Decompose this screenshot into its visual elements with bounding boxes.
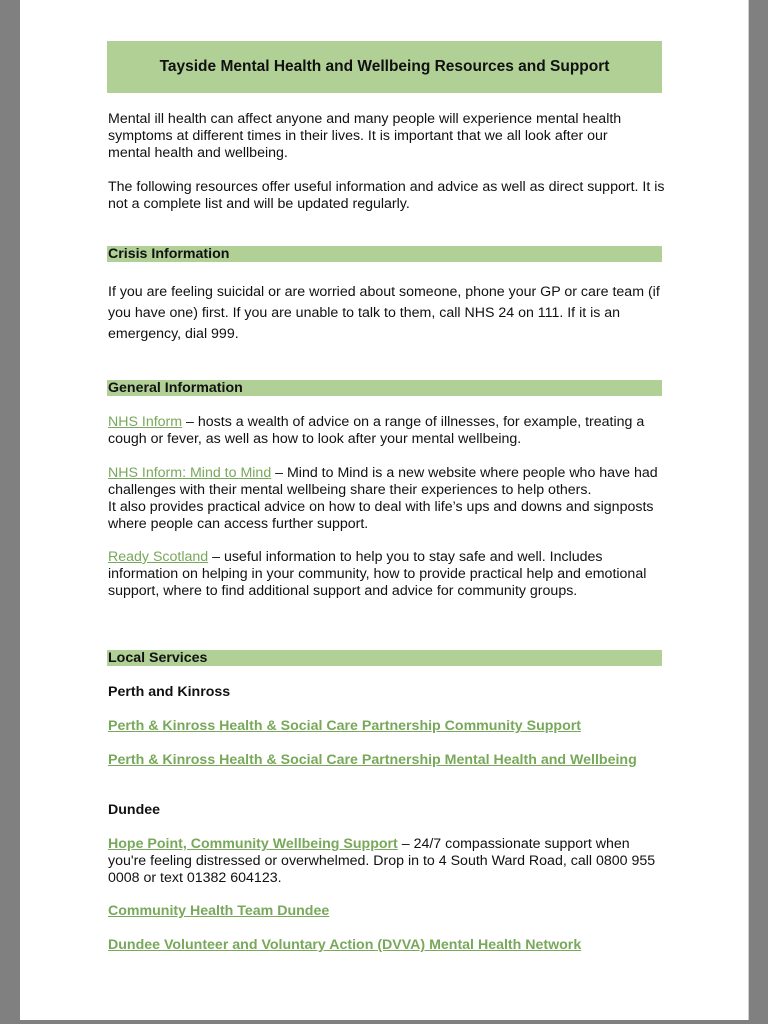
title-text: Tayside Mental Health and Wellbeing Resources and Support	[159, 58, 610, 75]
general-item	[108, 414, 664, 448]
subheading-dundee: Dundee	[108, 802, 161, 818]
item-description: – Mind to Mind is a new website where people who have had challenges with their mental wellbeing share their experiences to help others.	[108, 465, 658, 498]
hope-point-description: – 24/7 compassionate support when you're feeling distressed or overwhelmed. Drop in to 4 South Ward Road, call 0800 955 0008 or text 01382 604123.	[108, 836, 656, 886]
document-title	[107, 41, 662, 93]
hope-point-item	[108, 836, 664, 887]
item-description-continued: It also provides practical advice on how to deal with life’s ups and downs and signposts where people can access further support.	[108, 499, 654, 532]
section-heading-local: Local Services	[107, 650, 662, 666]
general-item	[108, 549, 653, 600]
community-health-team-link[interactable]: Community Health Team Dundee	[108, 903, 330, 919]
general-item	[108, 465, 668, 533]
mind-to-mind-link[interactable]: NHS Inform: Mind to Mind	[108, 465, 272, 481]
perth-community-support-link[interactable]: Perth & Kinross Health & Social Care Partnership Community Support	[108, 718, 582, 734]
item-description: – useful information to help you to stay safe and well. Includes information on helping in your community, how to provide practical help and emotional support, where to find additional support and advice for community groups.	[108, 549, 647, 599]
nhs-inform-link[interactable]: NHS Inform	[108, 414, 183, 430]
subheading-perth: Perth and Kinross	[108, 684, 231, 700]
intro-paragraph-2: The following resources offer useful information and advice as well as direct support. It is not a complete list and will be updated regularly.	[108, 179, 665, 212]
section-heading-general: General Information	[107, 380, 662, 396]
ready-scotland-link[interactable]: Ready Scotland	[108, 549, 209, 565]
intro-paragraph-1: Mental ill health can affect anyone and many people will experience mental health symptoms at different times in their lives. It is important that we all look after our mental health and wellbeing.	[108, 111, 622, 161]
hope-point-link[interactable]: Hope Point, Community Wellbeing Support	[108, 836, 398, 852]
crisis-text: If you are feeling suicidal or are worried about someone, phone your GP or care team (if you have one) first. If you are unable to talk to them, call NHS 24 on 111. If it is an emergency, dial 999.	[108, 284, 660, 342]
section-heading-crisis: Crisis Information	[107, 246, 662, 262]
perth-mental-health-link[interactable]: Perth & Kinross Health & Social Care Partnership Mental Health and Wellbeing	[108, 752, 637, 768]
item-description: – hosts a wealth of advice on a range of illnesses, for example, treating a cough or fever, as well as how to look after your mental wellbeing.	[108, 414, 645, 447]
dvva-network-link[interactable]: Dundee Volunteer and Voluntary Action (DVVA) Mental Health Network	[108, 937, 582, 953]
